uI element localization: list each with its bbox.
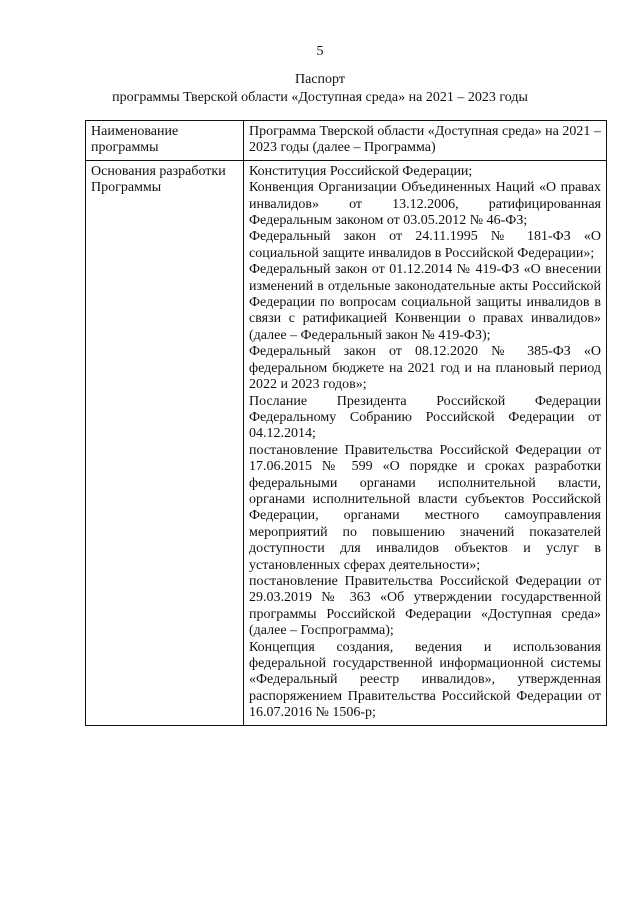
row-value — [244, 121, 607, 161]
table-row — [86, 121, 607, 161]
paragraph: постановление Правительства Российской Федерации от 17.06.2015 № 599 «О порядке и сроках разработки федеральными органами исполнительной власти, органами исполнительной власти субъектов Российской Федерации, органами местного самоуправления мероприятий по повышению значений показателей доступности для инвалидов объектов и услуг в установленных сферах деятельности»; — [249, 442, 601, 573]
row-label: Наименование программы — [86, 121, 244, 161]
passport-table — [85, 120, 607, 726]
row-label: Основания разработки Программы — [86, 160, 244, 725]
row-value — [244, 160, 607, 725]
paragraph: Послание Президента Российской Федерации Федеральному Собранию Российской Федерации от 04.12.2014; — [249, 393, 601, 442]
paragraph: Федеральный закон от 24.11.1995 № 181-ФЗ «О социальной защите инвалидов в Российской Федерации»; — [249, 229, 601, 261]
title-line-2: программы Тверской области «Доступная среда» на 2021 – 2023 годы — [112, 90, 528, 105]
paragraph: Федеральный закон от 01.12.2014 № 419-ФЗ «О внесении изменений в отдельные законодательные акты Российской Федерации по вопросам социальной защиты инвалидов в связи с ратификацией Конвенции о правах инвалидов» (далее – Федеральный закон № 419-ФЗ); — [249, 262, 601, 343]
paragraph: Программа Тверской области «Доступная среда» на 2021 – 2023 годы (далее – Программа) — [249, 124, 601, 156]
paragraph: Конвенция Организации Объединенных Наций «О правах инвалидов» от 13.12.2006, ратифицированная Федеральным законом от 03.05.2012 № 46-ФЗ; — [249, 180, 601, 229]
paragraph: Концепция создания, ведения и использования федеральной государственной информационной системы «Федеральный реестр инвалидов», утвержденная распоряжением Правительства Российской Федерации от 16.07.2016 № 1506-р; — [249, 639, 601, 721]
document-title — [0, 71, 640, 107]
paragraph: Конституция Российской Федерации; — [249, 163, 473, 179]
paragraph: постановление Правительства Российской Федерации от 29.03.2019 № 363 «Об утверждении государственной программы Российской Федерации «Доступная среда» (далее – Госпрограмма); — [249, 573, 601, 639]
paragraph: Федеральный закон от 08.12.2020 № 385-ФЗ «О федеральном бюджете на 2021 год и на плановый период 2022 и 2023 годов»; — [249, 344, 601, 393]
page-number: 5 — [316, 44, 324, 59]
table-row — [86, 160, 607, 725]
title-line-1: Паспорт — [295, 72, 345, 87]
